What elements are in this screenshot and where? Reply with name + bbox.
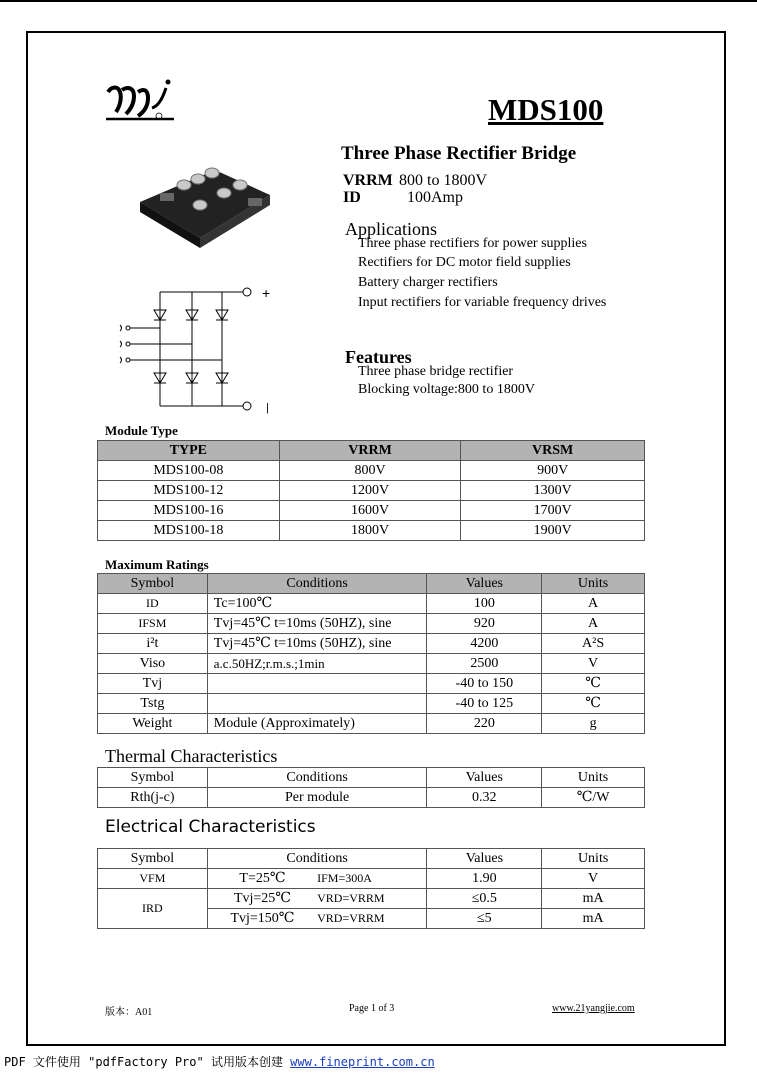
module-type-table [97,440,645,541]
table-cell: Per module [207,788,427,808]
column-header: VRRM [279,441,461,461]
table-cell: Rth(j-c) [98,788,208,808]
column-header: Conditions [207,574,427,594]
feature-item: Blocking voltage:800 to 1800V [358,382,535,397]
table-cell: Viso [98,654,208,674]
table-cell: 4200 [427,634,542,654]
table-cell: 1800V [279,521,461,541]
top-rule [0,0,757,2]
thermal-heading: Thermal Characteristics [105,746,278,766]
table-cell: Module (Approximately) [207,714,427,734]
max-ratings-table [97,573,645,734]
table-row [98,674,645,694]
column-header: Values [427,849,542,869]
footer-page: Page 1 of 3 [349,1003,395,1014]
table-row [98,869,645,889]
schematic-minus: | [266,402,269,414]
table-cell: Tstg [98,694,208,714]
table-cell: 1600V [279,501,461,521]
table-cell: MDS100-08 [98,461,280,481]
table-cell: 920 [427,614,542,634]
table-row [98,714,645,734]
table-cell: 1200V [279,481,461,501]
footer-website-link[interactable]: www.21yangjie.com [552,1003,635,1014]
module-type-label: Module Type [105,423,178,438]
table-cell: 1700V [461,501,645,521]
schematic-plus: + [262,285,271,301]
id-label: ID [343,189,361,206]
table-cell: IFSM [98,614,208,634]
table-cell: A [542,614,645,634]
column-header: Conditions [207,768,427,788]
table-cell: MDS100-18 [98,521,280,541]
table-row [98,694,645,714]
table-row [98,594,645,614]
max-ratings-label: Maximum Ratings [105,557,209,572]
table-cell: 1.90 [427,869,542,889]
table-cell: ℃/W [542,788,645,808]
table-cell: VRD=VRRM [317,909,427,929]
table-row [98,461,645,481]
column-header: Symbol [98,849,208,869]
feature-item: Three phase bridge rectifier [358,364,514,379]
table-cell: Tc=100℃ [207,594,427,614]
table-row [98,481,645,501]
application-item: Rectifiers for DC motor field supplies [358,255,571,270]
electrical-heading: Electrical Characteristics [105,817,316,837]
thermal-table [97,767,645,808]
id-spec [343,189,463,207]
table-cell: Tvj=45℃ t=10ms (50HZ), sine [207,634,427,654]
table-cell: mA [542,909,645,929]
pdf-banner [4,1053,435,1070]
table-cell: Weight [98,714,208,734]
column-header: Units [542,574,645,594]
module-photo-icon [140,150,270,250]
table-cell: V [542,869,645,889]
column-header: Conditions [207,849,427,869]
table-cell: ≤0.5 [427,889,542,909]
pdf-banner-text: PDF 文件使用 "pdfFactory Pro" 试用版本创建 [4,1055,291,1069]
table-cell: ≤5 [427,909,542,929]
electrical-table [97,848,645,929]
table-cell: -40 to 125 [427,694,542,714]
column-header: Units [542,768,645,788]
table-cell: T=25℃ [207,869,317,889]
table-row [98,501,645,521]
table-cell: Tvj=150℃ [207,909,317,929]
vrrm-label: VRRM [343,172,393,189]
page-title: MDS100 [488,92,604,127]
column-header: TYPE [98,441,280,461]
table-cell: MDS100-16 [98,501,280,521]
table-cell: A²S [542,634,645,654]
applications-heading: Applications [345,219,437,239]
table-cell: 800V [279,461,461,481]
table-cell [207,674,427,694]
column-header: VRSM [461,441,645,461]
table-cell: IFM=300A [317,869,427,889]
table-cell: 100 [427,594,542,614]
bridge-schematic [110,278,300,414]
table-cell: Tvj [98,674,208,694]
pdf-banner-link[interactable]: www.fineprint.com.cn [290,1055,435,1069]
table-cell: VRD=VRRM [317,889,427,909]
table-cell: g [542,714,645,734]
company-logo-icon [104,78,176,122]
table-cell: 220 [427,714,542,734]
product-subtitle: Three Phase Rectifier Bridge [341,143,577,164]
footer-version: 版本：A01 [105,1007,153,1018]
table-cell: 2500 [427,654,542,674]
table-cell: mA [542,889,645,909]
table-row [98,889,645,909]
table-cell: 900V [461,461,645,481]
table-cell [207,694,427,714]
vrrm-spec [343,172,487,190]
table-cell: IRD [98,889,208,929]
table-cell: ID [98,594,208,614]
table-cell: -40 to 150 [427,674,542,694]
table-cell: Tvj=25℃ [207,889,317,909]
features-heading: Features [345,347,412,367]
table-cell: 1300V [461,481,645,501]
table-cell: 1900V [461,521,645,541]
column-header: Symbol [98,768,208,788]
id-value: 100Amp [407,189,463,206]
table-row [98,634,645,654]
table-row [98,614,645,634]
table-cell: Tvj=45℃ t=10ms (50HZ), sine [207,614,427,634]
column-header: Values [427,768,542,788]
application-item: Three phase rectifiers for power supplies [358,236,587,251]
application-item: Input rectifiers for variable frequency drives [358,295,607,310]
table-row [98,788,645,808]
table-cell: VFM [98,869,208,889]
column-header: Units [542,849,645,869]
column-header: Values [427,574,542,594]
table-cell: MDS100-12 [98,481,280,501]
table-cell: V [542,654,645,674]
table-row [98,654,645,674]
table-cell: A [542,594,645,614]
table-row [98,521,645,541]
table-cell: a.c.50HZ;r.m.s.;1min [207,654,427,674]
table-cell: 0.32 [427,788,542,808]
table-cell: ℃ [542,694,645,714]
application-item: Battery charger rectifiers [358,275,498,290]
vrrm-value: 800 to 1800V [399,172,487,189]
table-cell: i²t [98,634,208,654]
column-header: Symbol [98,574,208,594]
table-cell: ℃ [542,674,645,694]
